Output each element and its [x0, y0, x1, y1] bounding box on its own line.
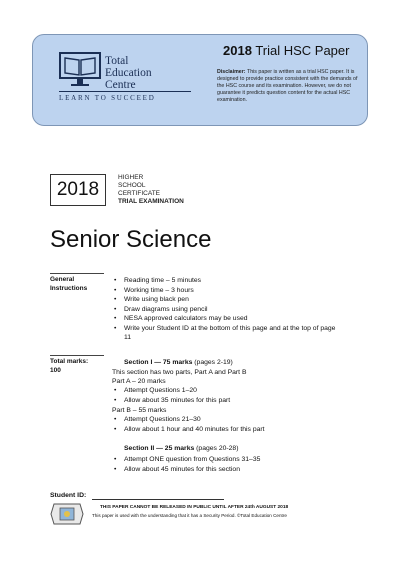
- list-item: • NESA approved calculators may be used: [112, 314, 342, 324]
- instructions-label-line: General: [50, 276, 75, 283]
- student-id-label: Student ID:: [50, 492, 87, 499]
- section1-title: Section I — 75 marks: [124, 359, 193, 366]
- list-item: • Reading time – 5 minutes: [112, 276, 342, 286]
- part-b-heading: Part B – 55 marks: [112, 407, 167, 414]
- marks-label-line: 100: [50, 366, 61, 374]
- marks-rule: [50, 355, 104, 356]
- list-item: • Attempt Questions 1–20: [112, 386, 342, 396]
- section2-list: [112, 455, 342, 474]
- list-item: • Attempt ONE question from Questions 31–35: [112, 455, 342, 465]
- logo-tagline: LEARN TO SUCCEED: [59, 94, 156, 102]
- part-a-heading: Part A – 20 marks: [112, 378, 166, 385]
- section1-pages: (pages 2-19): [194, 359, 233, 366]
- certificate-line: HIGHER: [118, 174, 144, 181]
- section2-title: Section II — 25 marks: [124, 445, 195, 452]
- section1-heading: [124, 358, 233, 368]
- logo-wordmark: [105, 55, 152, 91]
- list-item: • Attempt Questions 21–30: [112, 415, 342, 425]
- exam-year-box: 2018: [50, 174, 106, 206]
- certificate-line: SCHOOL: [118, 182, 146, 189]
- header-card: [32, 34, 368, 126]
- disclaimer-text: This paper is written as a trial HSC paper. It is designed to provide practice consistent with the demands of the HSC course and its examination. However, we do not guarantee it predicts question content for the actual HSC examination.: [217, 69, 358, 103]
- list-item: • Allow about 45 minutes for this section: [112, 465, 342, 475]
- logo: [57, 50, 197, 120]
- list-item: • Working time – 3 hours: [112, 286, 342, 296]
- paper-title: [223, 43, 349, 58]
- list-item: • Allow about 1 hour and 40 minutes for this part: [112, 425, 342, 435]
- marks-label-line: Total marks:: [50, 358, 89, 365]
- disclaimer-label: Disclaimer:: [217, 69, 246, 75]
- book-screen-icon: [57, 50, 103, 90]
- disclaimer: [217, 69, 363, 104]
- paper-title-year: 2018: [223, 43, 252, 58]
- instructions-label-line: Instructions: [50, 284, 88, 292]
- section2-heading: [124, 444, 238, 454]
- logo-line: Total: [105, 55, 129, 67]
- logo-line: Education: [105, 67, 152, 79]
- list-item: • Write using black pen: [112, 295, 342, 305]
- section2-pages: (pages 20-28): [196, 445, 239, 452]
- paper-title-rest: Trial HSC Paper: [255, 43, 350, 58]
- section1-intro: This section has two parts, Part A and Part B: [112, 369, 247, 376]
- instructions-label: [50, 276, 87, 293]
- security-notice: This paper is used with the understanding that it has a Security Period. ©Total Education Centre: [92, 513, 287, 518]
- marks-label: [50, 358, 88, 375]
- logo-line: Centre: [105, 79, 136, 91]
- certificate-line: CERTIFICATE: [118, 190, 161, 197]
- trial-examination: TRIAL EXAMINATION: [118, 198, 184, 205]
- instructions-rule: [50, 273, 104, 274]
- instructions-list: [112, 276, 342, 343]
- student-id-line: [92, 499, 224, 500]
- list-item: • Write your Student ID at the bottom of this page and at the top of page 11: [112, 324, 342, 343]
- subject-title: Senior Science: [50, 226, 212, 253]
- list-item: • Allow about 35 minutes for this part: [112, 396, 342, 406]
- part-b-list: [112, 415, 342, 434]
- certificate-lines: [118, 174, 184, 206]
- release-notice: THIS PAPER CANNOT BE RELEASED IN PUBLIC UNTIL AFTER 24th AUGUST 2018: [100, 505, 289, 510]
- security-seal-icon: [50, 502, 84, 526]
- logo-divider: [59, 91, 191, 92]
- list-item: • Draw diagrams using pencil: [112, 305, 342, 315]
- part-a-list: [112, 386, 342, 405]
